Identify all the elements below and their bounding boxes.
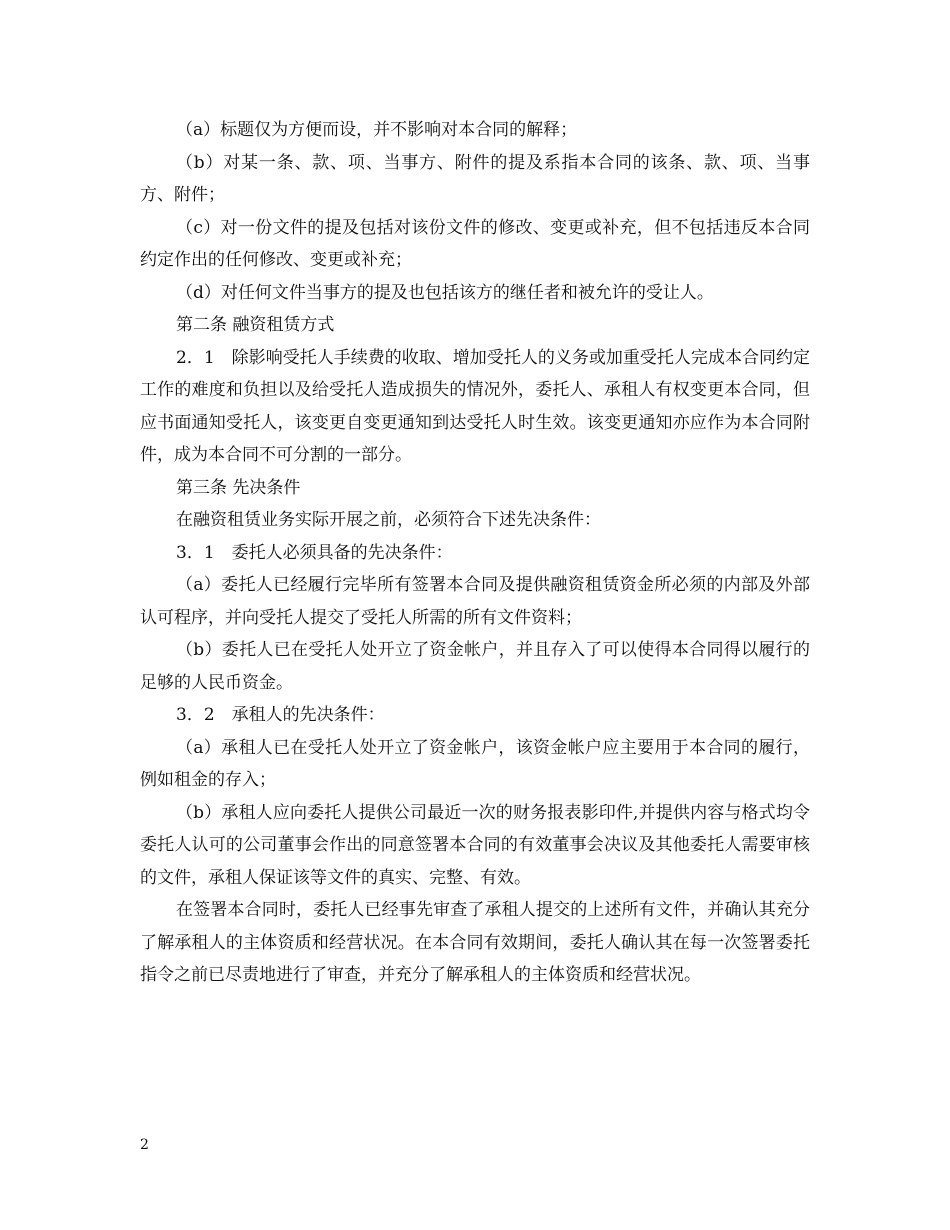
document-body: [140, 114, 810, 992]
article-2-heading: 第二条 融资租赁方式: [176, 315, 335, 335]
article-3-1: 3．1 委托人必须具备的先决条件：: [176, 542, 453, 563]
article-3-2-a: （a）承租人已在受托人处开立了资金帐户，该资金帐户应主要用于本合同的履行，例如租金的存入；: [140, 737, 810, 790]
article-3-2: 3．2 承租人的先决条件：: [176, 705, 385, 725]
article-3-intro: 在融资租赁业务实际开展之前，必须符合下述先决条件：: [176, 510, 601, 530]
article-3-1-a: （a）委托人已经履行完毕所有签署本合同及提供融资租赁资金所必须的内部及外部认可程序，并向受托人提交了受托人所需的所有文件资料；: [140, 575, 810, 628]
clause-d-successors: （d）对任何文件当事方的提及也包括该方的继任者和被允许的受让人。: [176, 282, 714, 303]
article-2-1: 2．1 除影响受托人手续费的收取、增加受托人的义务或加重受托人完成本合同约定工作的难度和负担以及给受托人造成损失的情况外，委托人、承租人有权变更本合同，但应书面通知受托人，该变更自变更通知到达受托人时生效。该变更通知亦应作为本合同附件，成为本合同不可分割的一部分。: [140, 347, 810, 465]
page-number: 2: [140, 1137, 149, 1153]
article-3-heading: 第三条 先决条件: [176, 477, 301, 498]
article-3-review-statement: 在签署本合同时，委托人已经事先审查了承租人提交的上述所有文件，并确认其充分了解承租人的主体资质和经营状况。在本合同有效期间，委托人确认其在每一次签署委托指令之前已尽责地进行了审查，并充分了解承租人的主体资质和经营状况。: [140, 900, 810, 985]
article-3-2-b: （b）承租人应向委托人提供公司最近一次的财务报表影印件,并提供内容与格式均令委托人认可的公司董事会作出的同意签署本合同的有效董事会决议及其他委托人需要审核的文件，承租人保证该等文件的真实、完整、有效。: [140, 802, 810, 888]
article-3-1-b: （b）委托人已在受托人处开立了资金帐户，并且存入了可以使得本合同得以履行的足够的人民币资金。: [140, 640, 810, 693]
clause-a-headings: （a）标题仅为方便而设，并不影响对本合同的解释；: [176, 120, 578, 140]
clause-b-references: （b）对某一条、款、项、当事方、附件的提及系指本合同的该条、款、项、当事方、附件；: [140, 152, 810, 205]
clause-c-amendments: （c）对一份文件的提及包括对该份文件的修改、变更或补充，但不包括违反本合同约定作出的任何修改、变更或补充；: [140, 217, 810, 270]
